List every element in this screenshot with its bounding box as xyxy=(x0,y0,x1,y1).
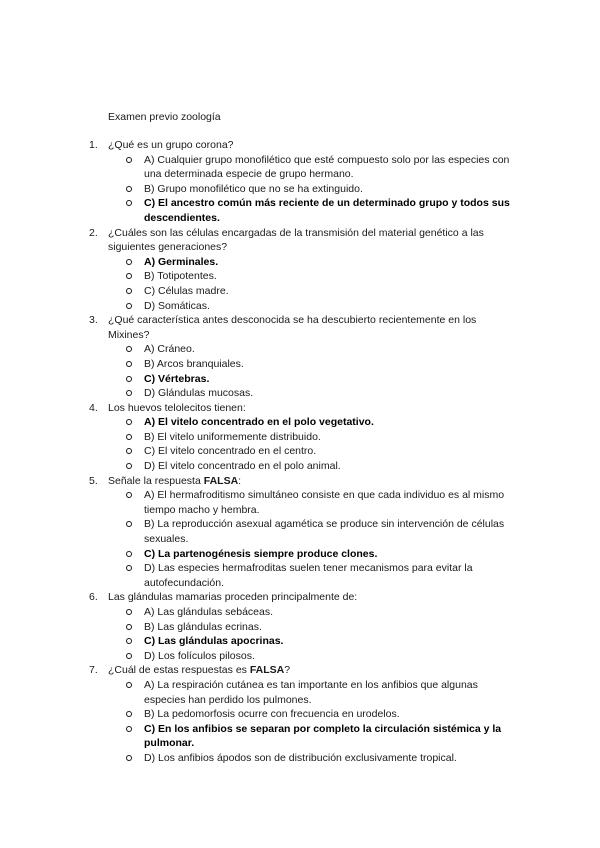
document-title: Examen previo zoología xyxy=(108,111,221,123)
option-text: C) La partenogénesis siempre produce clones. xyxy=(144,547,378,560)
question-1 xyxy=(0,138,600,226)
option-item xyxy=(0,444,600,459)
hollow-circle-bullet-icon xyxy=(126,273,132,279)
hollow-circle-bullet-icon xyxy=(126,682,132,688)
option-item xyxy=(0,342,600,357)
question-number: 7. xyxy=(89,664,98,677)
option-text: D) Glándulas mucosas. xyxy=(144,387,254,400)
hollow-circle-bullet-icon xyxy=(126,419,132,425)
option-item xyxy=(0,561,600,590)
question-text: ¿Cuáles son las células encargadas de la transmisión del material genético a las siguientes generaciones? xyxy=(108,226,484,254)
question-6 xyxy=(0,590,600,663)
option-text: B) Arcos branquiales. xyxy=(144,357,244,370)
hollow-circle-bullet-icon xyxy=(126,521,132,527)
option-text: B) La pedomorfosis ocurre con frecuencia en urodelos. xyxy=(144,708,400,721)
option-text: A) El vitelo concentrado en el polo vegetativo. xyxy=(144,416,374,429)
question-text-part: Señale la respuesta xyxy=(108,474,204,487)
hollow-circle-bullet-icon xyxy=(126,565,132,571)
option-item xyxy=(0,488,600,517)
option-text: D) Las especies hermafroditas suelen tener mecanismos para evitar la autofecundación. xyxy=(144,562,473,589)
hollow-circle-bullet-icon xyxy=(126,288,132,294)
option-text: D) Los folículos pilosos. xyxy=(144,649,255,662)
hollow-circle-bullet-icon xyxy=(126,624,132,630)
question-7 xyxy=(0,663,600,765)
question-3 xyxy=(0,313,600,401)
option-item-correct xyxy=(0,372,600,387)
question-list xyxy=(0,138,600,766)
option-text: D) Los anfibios ápodos son de distribución exclusivamente tropical. xyxy=(144,751,457,764)
option-list xyxy=(0,488,600,590)
hollow-circle-bullet-icon xyxy=(126,755,132,761)
option-item-correct xyxy=(0,634,600,649)
question-text: ¿Qué es un grupo corona? xyxy=(108,139,234,151)
option-list xyxy=(0,342,600,400)
option-item xyxy=(0,299,600,314)
hollow-circle-bullet-icon xyxy=(126,200,132,206)
hollow-circle-bullet-icon xyxy=(126,726,132,732)
option-text: A) La respiración cutánea es tan importante en los anfibios que algunas especies han perdido los pulmones. xyxy=(144,678,478,706)
question-number: 2. xyxy=(89,226,98,239)
option-text: A) Las glándulas sebáceas. xyxy=(144,606,273,618)
hollow-circle-bullet-icon xyxy=(126,492,132,498)
option-text: C) El ancestro común más reciente de un determinado grupo y todos sus descendientes. xyxy=(144,197,510,224)
option-text: A) Germinales. xyxy=(144,255,219,268)
option-item xyxy=(0,182,600,197)
hollow-circle-bullet-icon xyxy=(126,303,132,309)
option-text: B) Totipotentes. xyxy=(144,270,217,283)
question-5 xyxy=(0,474,600,591)
option-text: D) El vitelo concentrado en el polo animal. xyxy=(144,460,341,473)
option-text: C) Células madre. xyxy=(144,284,229,297)
question-number: 6. xyxy=(89,591,98,604)
option-item xyxy=(0,459,600,474)
option-item xyxy=(0,153,600,182)
hollow-circle-bullet-icon xyxy=(126,551,132,557)
hollow-circle-bullet-icon xyxy=(126,186,132,192)
option-item xyxy=(0,751,600,766)
question-number: 3. xyxy=(89,314,98,327)
option-item-correct xyxy=(0,196,600,225)
question-text: Las glándulas mamarias proceden principalmente de: xyxy=(108,591,358,604)
option-text: B) El vitelo uniformemente distribuido. xyxy=(144,430,321,443)
option-text: B) La reproducción asexual agamética se produce sin intervención de células sexuales. xyxy=(144,518,505,546)
hollow-circle-bullet-icon xyxy=(126,448,132,454)
question-4 xyxy=(0,401,600,474)
option-text: D) Somáticas. xyxy=(144,299,210,312)
option-item xyxy=(0,357,600,372)
option-item xyxy=(0,678,600,707)
option-text: A) Cráneo. xyxy=(144,343,195,356)
question-text: Los huevos telolecitos tienen: xyxy=(108,401,246,414)
hollow-circle-bullet-icon xyxy=(126,609,132,615)
hollow-circle-bullet-icon xyxy=(126,376,132,382)
question-text xyxy=(108,663,508,678)
question-number: 1. xyxy=(89,139,98,151)
option-text: A) Cualquier grupo monofilético que esté compuesto solo por las especies con una determinada especie de grupo hermano. xyxy=(144,153,510,181)
hollow-circle-bullet-icon xyxy=(126,157,132,163)
option-list xyxy=(0,153,600,226)
option-text: A) El hermafroditismo simultáneo consiste en que cada individuo es al mismo tiempo macho y hembra. xyxy=(144,489,505,516)
hollow-circle-bullet-icon xyxy=(126,653,132,659)
option-item xyxy=(0,620,600,635)
option-item xyxy=(0,707,600,722)
question-text xyxy=(108,474,508,489)
question-text: ¿Qué característica antes desconocida se ha descubierto recientemente en los Mixines? xyxy=(108,314,477,341)
option-text: C) El vitelo concentrado en el centro. xyxy=(144,445,317,458)
option-text: C) Vértebras. xyxy=(144,372,210,385)
hollow-circle-bullet-icon xyxy=(126,390,132,396)
option-item-correct xyxy=(0,255,600,270)
hollow-circle-bullet-icon xyxy=(126,711,132,717)
question-number: 4. xyxy=(89,401,98,414)
option-item xyxy=(0,284,600,299)
option-list xyxy=(0,605,600,663)
question-text-emphasis: FALSA xyxy=(203,474,239,487)
question-number: 5. xyxy=(89,474,98,487)
option-item-correct xyxy=(0,547,600,562)
option-text: B) Grupo monofilético que no se ha extinguido. xyxy=(144,182,363,195)
hollow-circle-bullet-icon xyxy=(126,434,132,440)
option-item xyxy=(0,517,600,546)
hollow-circle-bullet-icon xyxy=(126,463,132,469)
option-item xyxy=(0,649,600,664)
question-text-emphasis: FALSA xyxy=(249,664,285,677)
hollow-circle-bullet-icon xyxy=(126,638,132,644)
question-2 xyxy=(0,226,600,314)
question-text-part: : xyxy=(238,474,242,487)
hollow-circle-bullet-icon xyxy=(126,361,132,367)
question-text-part: ¿Cuál de estas respuestas es xyxy=(108,664,250,677)
option-item xyxy=(0,386,600,401)
option-item xyxy=(0,269,600,284)
hollow-circle-bullet-icon xyxy=(126,259,132,265)
option-item-correct xyxy=(0,415,600,430)
option-item-correct xyxy=(0,722,600,751)
option-item xyxy=(0,605,600,620)
option-list xyxy=(0,678,600,766)
option-text: B) Las glándulas ecrinas. xyxy=(144,620,262,633)
option-list xyxy=(0,255,600,313)
option-text: C) En los anfibios se separan por completo la circulación sistémica y la pulmonar. xyxy=(144,722,502,750)
option-text: C) Las glándulas apocrinas. xyxy=(144,635,284,648)
hollow-circle-bullet-icon xyxy=(126,346,132,352)
option-list xyxy=(0,415,600,473)
question-text-part: ? xyxy=(284,664,291,677)
option-item xyxy=(0,430,600,445)
